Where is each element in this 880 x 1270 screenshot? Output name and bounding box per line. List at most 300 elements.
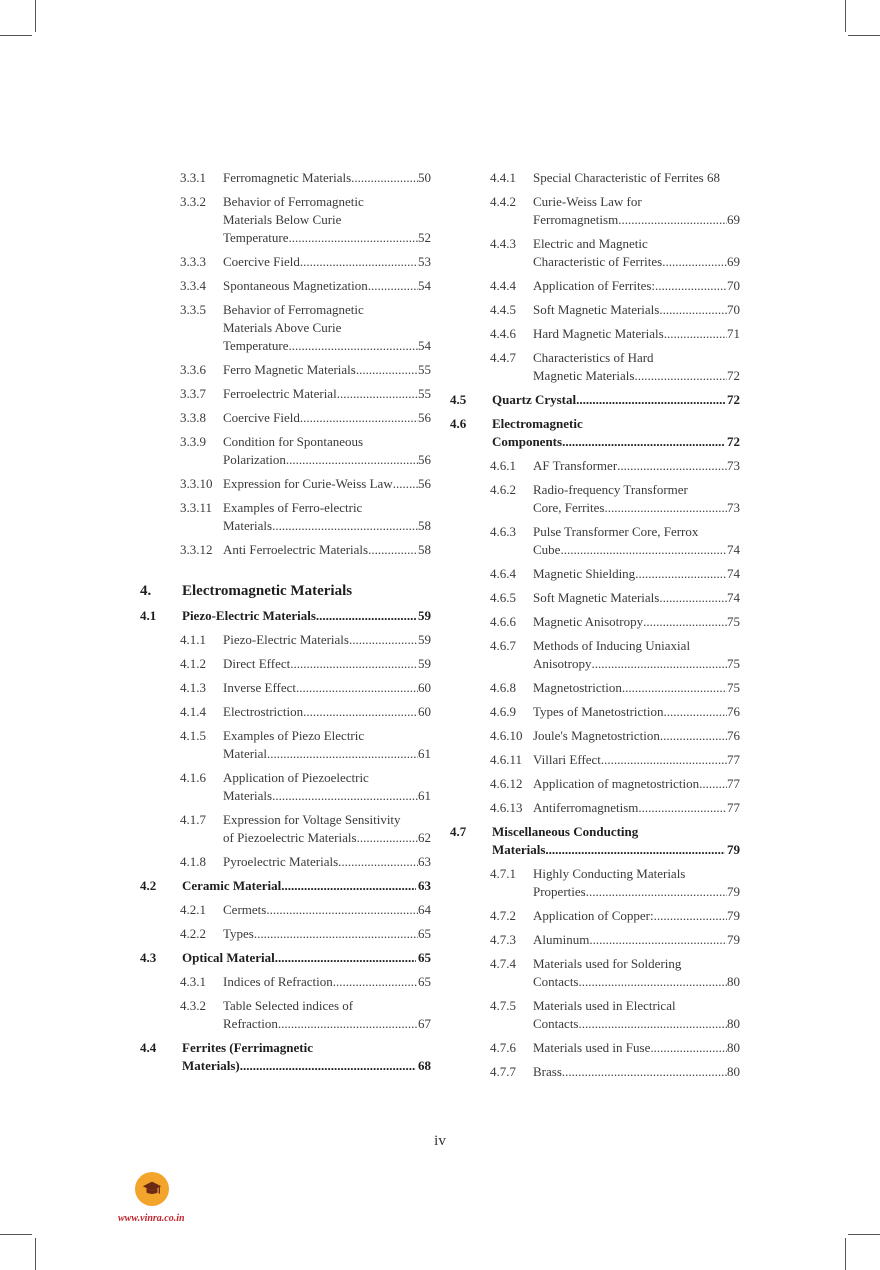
- toc-number: 4.6.11: [490, 752, 523, 767]
- toc-subentry: [140, 361, 431, 379]
- dot-leader: [289, 229, 419, 247]
- dot-leader: [560, 541, 727, 559]
- toc-number: 3.3.10: [180, 476, 213, 491]
- logo: [135, 1172, 169, 1206]
- dot-leader: [586, 883, 727, 901]
- toc-title: Materials used in Electrical: [533, 998, 676, 1013]
- toc-subentry: [140, 973, 431, 991]
- toc-page: 76: [727, 704, 740, 719]
- toc-title: Examples of Ferro-electric: [223, 500, 363, 515]
- dot-leader: [576, 391, 725, 409]
- toc-number: 4.: [140, 583, 152, 599]
- toc-title: Refraction: [223, 1016, 278, 1031]
- toc-title: Contacts: [533, 1016, 579, 1031]
- toc-title: Soft Magnetic Materials: [533, 302, 660, 317]
- toc-subentry: [450, 775, 740, 793]
- toc-page: 63: [418, 854, 431, 869]
- toc-title: Special Characteristic of Ferrites 68: [533, 170, 720, 185]
- toc-title: Contacts: [533, 974, 579, 989]
- dot-leader: [659, 589, 727, 607]
- toc-title: Pyroelectric Materials: [223, 854, 339, 869]
- toc-section: [140, 877, 431, 895]
- toc-title: Piezo-Electric Materials: [182, 608, 316, 623]
- dot-leader: [300, 253, 418, 271]
- toc-title: Cube: [533, 542, 561, 557]
- dot-leader: [266, 901, 418, 919]
- toc-section: [140, 1039, 431, 1075]
- toc-number: 4.1.4: [180, 704, 206, 719]
- toc-title: Electromagnetic Materials: [182, 583, 353, 599]
- toc-title: Anisotropy: [533, 656, 592, 671]
- toc-subentry: [140, 853, 431, 871]
- toc-number: 4.4.1: [490, 170, 516, 185]
- toc-subentry: [140, 997, 431, 1033]
- toc-page: 79: [727, 908, 740, 923]
- toc-number: 4.7: [450, 824, 467, 839]
- dot-leader: [338, 853, 418, 871]
- crop-mark: [845, 1238, 846, 1270]
- dot-leader: [337, 385, 418, 403]
- toc-title: Behavior of Ferromagnetic: [223, 302, 364, 317]
- toc-number: 4.7.5: [490, 998, 516, 1013]
- toc-title: Magnetic Materials: [533, 368, 635, 383]
- toc-subentry: [140, 409, 431, 427]
- toc-title: Aluminum: [533, 932, 590, 947]
- toc-title: Magnetostriction: [533, 680, 622, 695]
- toc-number: 4.2.2: [180, 926, 206, 941]
- dot-leader: [316, 607, 416, 625]
- toc-subentry: [450, 349, 740, 385]
- toc-title: Application of magnetostriction: [533, 776, 700, 791]
- toc-title: Coercive Field: [223, 254, 300, 269]
- toc-number: 4.6.10: [490, 728, 523, 743]
- toc-title: Magnetic Anisotropy: [533, 614, 644, 629]
- toc-page: 72: [727, 392, 740, 407]
- dot-leader: [278, 1015, 418, 1033]
- dot-leader: [286, 451, 418, 469]
- toc-page: 55: [418, 362, 431, 377]
- toc-page: 80: [727, 1040, 740, 1055]
- toc-title: Core, Ferrites: [533, 500, 605, 515]
- toc-page: 79: [727, 932, 740, 947]
- toc-title: Inverse Effect: [223, 680, 297, 695]
- toc-number: 3.3.11: [180, 500, 213, 515]
- toc-page: 56: [418, 410, 431, 425]
- toc-subentry: [450, 457, 740, 475]
- toc-subentry: [140, 541, 431, 559]
- toc-page: 61: [418, 788, 431, 803]
- toc-subentry: [450, 703, 740, 721]
- toc-title: Types: [223, 926, 254, 941]
- graduation-cap-icon: [141, 1178, 163, 1200]
- toc-title: Curie-Weiss Law for: [533, 194, 642, 209]
- toc-title: Ferromagnetism: [533, 212, 619, 227]
- toc-number: 3.3.12: [180, 542, 213, 557]
- toc-subentry: [140, 433, 431, 469]
- toc-subentry: [140, 811, 431, 847]
- dot-leader: [368, 541, 418, 559]
- toc-section: [450, 391, 740, 409]
- toc-subentry: [450, 931, 740, 949]
- toc-page: 74: [727, 542, 740, 557]
- toc-page: 52: [418, 230, 431, 245]
- dot-leader: [589, 931, 727, 949]
- toc-title: Materials Below Curie: [223, 212, 342, 227]
- toc-title: Methods of Inducing Uniaxial: [533, 638, 691, 653]
- toc-page: 55: [418, 386, 431, 401]
- toc-number: 4.4.5: [490, 302, 516, 317]
- toc-number: 4.6.12: [490, 776, 523, 791]
- dot-leader: [296, 679, 418, 697]
- toc-number: 4.2: [140, 878, 157, 893]
- toc-number: 4.7.6: [490, 1040, 516, 1055]
- crop-mark: [0, 35, 32, 36]
- toc-number: 4.4: [140, 1040, 157, 1055]
- toc-page: 73: [727, 458, 740, 473]
- dot-leader: [281, 877, 416, 895]
- dot-leader: [659, 301, 727, 319]
- toc-title: Material: [223, 746, 268, 761]
- toc-subentry: [140, 901, 431, 919]
- toc-subentry: [450, 727, 740, 745]
- toc-number: 4.1.2: [180, 656, 206, 671]
- toc-subentry: [140, 301, 431, 355]
- toc-subentry: [450, 997, 740, 1033]
- toc-page: 74: [727, 590, 740, 605]
- toc-title: Hard Magnetic Materials: [533, 326, 664, 341]
- toc-subentry: [450, 235, 740, 271]
- toc-number: 3.3.5: [180, 302, 206, 317]
- toc-page: 68: [418, 1058, 431, 1073]
- toc-number: 4.6.4: [490, 566, 516, 581]
- toc-number: 3.3.1: [180, 170, 206, 185]
- toc-number: 4.6.7: [490, 638, 516, 653]
- toc-title: Components: [492, 434, 563, 449]
- toc-page: 77: [727, 752, 740, 767]
- toc-page: 65: [418, 974, 431, 989]
- toc-subentry: [450, 277, 740, 295]
- toc-title: Radio-frequency Transformer: [533, 482, 688, 497]
- toc-subentry: [450, 637, 740, 673]
- toc-page: 71: [727, 326, 740, 341]
- toc-subentry: [450, 799, 740, 817]
- toc-title: Joule's Magnetostriction: [533, 728, 660, 743]
- toc-number: 3.3.4: [180, 278, 206, 293]
- toc-title: Materials: [223, 788, 273, 803]
- toc-title: of Piezoelectric Materials: [223, 830, 357, 845]
- toc-number: 4.7.4: [490, 956, 516, 971]
- toc-page: 56: [418, 452, 431, 467]
- toc-page: 64: [418, 902, 431, 917]
- toc-title: Miscellaneous Conducting: [492, 824, 639, 839]
- dot-leader: [664, 703, 727, 721]
- toc-title: Quartz Crystal: [492, 392, 577, 407]
- toc-number: 4.6.9: [490, 704, 516, 719]
- toc-title: Ferroelectric Material: [223, 386, 337, 401]
- toc-title: Magnetic Shielding: [533, 566, 636, 581]
- toc-page: 75: [727, 680, 740, 695]
- toc-title: Expression for Voltage Sensitivity: [223, 812, 401, 827]
- toc-number: 4.4.6: [490, 326, 516, 341]
- toc-subentry: [140, 169, 431, 187]
- toc-section: [450, 415, 740, 451]
- toc-number: 4.6.3: [490, 524, 516, 539]
- toc-title: Piezo-Electric Materials: [223, 632, 349, 647]
- toc-subentry: [450, 523, 740, 559]
- dot-leader: [562, 1063, 727, 1081]
- toc-subentry: [450, 679, 740, 697]
- toc-title: Coercive Field: [223, 410, 300, 425]
- toc-subentry: [450, 565, 740, 583]
- dot-leader: [368, 277, 418, 295]
- toc-number: 4.1.7: [180, 812, 206, 827]
- toc-page: 50: [418, 170, 431, 185]
- dot-leader: [638, 799, 727, 817]
- toc-page: 53: [418, 254, 431, 269]
- toc-page: 54: [418, 338, 431, 353]
- toc-subentry: [140, 727, 431, 763]
- toc-number: 3.3.9: [180, 434, 206, 449]
- toc-title: Behavior of Ferromagnetic: [223, 194, 364, 209]
- toc-title: Ferro Magnetic Materials: [223, 362, 356, 377]
- dot-leader: [579, 1015, 728, 1033]
- toc-title: Anti Ferroelectric Materials: [223, 542, 369, 557]
- toc-number: 4.7.1: [490, 866, 516, 881]
- toc-title: Condition for Spontaneous: [223, 434, 364, 449]
- dot-leader: [356, 361, 418, 379]
- dot-leader: [618, 211, 727, 229]
- toc-subentry: [450, 589, 740, 607]
- toc-page: 63: [418, 878, 431, 893]
- toc-title: Temperature: [223, 338, 289, 353]
- toc-page: 80: [727, 1016, 740, 1031]
- toc-title: Properties: [533, 884, 586, 899]
- toc-page: 80: [727, 1064, 740, 1079]
- toc-subentry: [450, 169, 740, 187]
- toc-subentry: [140, 703, 431, 721]
- toc-page: 61: [418, 746, 431, 761]
- toc-number: 4.6.1: [490, 458, 516, 473]
- crop-mark: [848, 35, 880, 36]
- toc-chapter: [140, 581, 431, 601]
- dot-leader: [643, 613, 727, 631]
- toc-number: 3.3.8: [180, 410, 206, 425]
- toc-title: Materials: [492, 842, 546, 857]
- toc-number: 4.1.5: [180, 728, 206, 743]
- toc-number: 4.6.6: [490, 614, 516, 629]
- toc-title: Ferromagnetic Materials: [223, 170, 352, 185]
- toc-title: Application of Copper:: [533, 908, 654, 923]
- toc-page: 69: [727, 254, 740, 269]
- toc-number: 4.1.3: [180, 680, 206, 695]
- toc-title: Types of Manetostriction: [533, 704, 664, 719]
- toc-title: Highly Conducting Materials: [533, 866, 686, 881]
- dot-leader: [303, 703, 418, 721]
- dot-leader: [254, 925, 418, 943]
- dot-leader: [699, 775, 727, 793]
- toc-title: Table Selected indices of: [223, 998, 354, 1013]
- dot-leader: [272, 517, 418, 535]
- dot-leader: [592, 655, 728, 673]
- dot-leader: [545, 841, 725, 859]
- toc-number: 4.4.4: [490, 278, 516, 293]
- toc-number: 4.3.2: [180, 998, 206, 1013]
- toc-page: 80: [727, 974, 740, 989]
- toc-section: [450, 823, 740, 859]
- toc-subentry: [450, 613, 740, 631]
- toc-subentry: [450, 1039, 740, 1057]
- dot-leader: [289, 337, 419, 355]
- toc-page: 72: [727, 368, 740, 383]
- toc-number: 4.6: [450, 416, 467, 431]
- crop-mark: [845, 0, 846, 32]
- toc-section: [140, 607, 431, 625]
- toc-subentry: [450, 865, 740, 901]
- crop-mark: [848, 1234, 880, 1235]
- toc-page: 76: [727, 728, 740, 743]
- toc-column-left: [140, 169, 431, 1081]
- toc-page: 70: [727, 302, 740, 317]
- toc-subentry: [140, 769, 431, 805]
- toc-number: 4.1.6: [180, 770, 206, 785]
- page-number: iv: [434, 1133, 446, 1149]
- toc-number: 4.4.7: [490, 350, 516, 365]
- toc-number: 4.5: [450, 392, 467, 407]
- toc-page: 65: [418, 926, 431, 941]
- dot-leader: [300, 409, 418, 427]
- toc-page: 54: [418, 278, 431, 293]
- toc-title: Optical Material: [182, 950, 275, 965]
- toc-page: 65: [418, 950, 431, 965]
- toc-subentry: [140, 193, 431, 247]
- toc-subentry: [450, 955, 740, 991]
- dot-leader: [290, 655, 418, 673]
- toc-title: Characteristics of Hard: [533, 350, 654, 365]
- toc-number: 4.6.2: [490, 482, 516, 497]
- toc-title: Villari Effect: [533, 752, 601, 767]
- toc-page: 75: [727, 614, 740, 629]
- dot-leader: [655, 277, 727, 295]
- toc-page: 58: [418, 542, 431, 557]
- toc-title: Polarization: [223, 452, 286, 467]
- toc-title: AF Transformer: [533, 458, 618, 473]
- toc-title: Electrostriction: [223, 704, 304, 719]
- dot-leader: [650, 1039, 727, 1057]
- toc-subentry: [140, 277, 431, 295]
- website-url: www.vinra.co.in: [118, 1213, 185, 1224]
- crop-mark: [35, 0, 36, 32]
- dot-leader: [634, 367, 727, 385]
- toc-page: 74: [727, 566, 740, 581]
- toc-page: 69: [727, 212, 740, 227]
- dot-leader: [622, 679, 727, 697]
- toc-page: 59: [418, 632, 431, 647]
- toc-number: 3.3.3: [180, 254, 206, 269]
- toc-page: 56: [418, 476, 431, 491]
- toc-title: Application of Ferrites:: [533, 278, 656, 293]
- toc-subentry: [140, 679, 431, 697]
- crop-mark: [35, 1238, 36, 1270]
- toc-title: Cermets: [223, 902, 267, 917]
- toc-title: Brass: [533, 1064, 562, 1079]
- dot-leader: [333, 973, 418, 991]
- toc-number: 3.3.7: [180, 386, 206, 401]
- toc-subentry: [140, 655, 431, 673]
- dot-leader: [662, 253, 727, 271]
- toc-number: 4.6.8: [490, 680, 516, 695]
- toc-subentry: [450, 301, 740, 319]
- toc-section: [140, 949, 431, 967]
- dot-leader: [579, 973, 728, 991]
- toc-title: Spontaneous Magnetization: [223, 278, 368, 293]
- toc-title: Electromagnetic: [492, 416, 583, 431]
- dot-leader: [654, 907, 727, 925]
- toc-page: 73: [727, 500, 740, 515]
- toc-subentry: [140, 631, 431, 649]
- toc-title: Indices of Refraction: [223, 974, 333, 989]
- toc-subentry: [140, 475, 431, 493]
- toc-page: 77: [727, 800, 740, 815]
- toc-page: 67: [418, 1016, 431, 1031]
- toc-page: 60: [418, 704, 431, 719]
- dot-leader: [562, 433, 725, 451]
- toc-column-right: [450, 169, 740, 1087]
- toc-page: 77: [727, 776, 740, 791]
- toc-subentry: [450, 193, 740, 229]
- toc-title: Antiferromagnetism: [533, 800, 639, 815]
- toc-number: 4.1.8: [180, 854, 206, 869]
- toc-number: 4.7.2: [490, 908, 516, 923]
- dot-leader: [275, 949, 416, 967]
- toc-title: Materials): [182, 1058, 240, 1073]
- dot-leader: [635, 565, 727, 583]
- toc-subentry: [450, 907, 740, 925]
- toc-title: Ceramic Material: [182, 878, 282, 893]
- toc-number: 4.4.2: [490, 194, 516, 209]
- toc-page: 59: [418, 656, 431, 671]
- toc-number: 4.2.1: [180, 902, 206, 917]
- toc-title: Materials: [223, 518, 273, 533]
- toc-title: Soft Magnetic Materials: [533, 590, 660, 605]
- dot-leader: [240, 1057, 416, 1075]
- toc-title: Characteristic of Ferrites: [533, 254, 663, 269]
- toc-subentry: [450, 751, 740, 769]
- toc-page: 75: [727, 656, 740, 671]
- toc-title: Materials Above Curie: [223, 320, 342, 335]
- toc-number: 4.6.13: [490, 800, 523, 815]
- toc-number: 4.7.3: [490, 932, 516, 947]
- toc-title: Electric and Magnetic: [533, 236, 648, 251]
- crop-mark: [0, 1234, 32, 1235]
- toc-page: 70: [727, 278, 740, 293]
- toc-subentry: [140, 499, 431, 535]
- toc-subentry: [450, 1063, 740, 1081]
- toc-title: Materials used in Fuse: [533, 1040, 651, 1055]
- dot-leader: [664, 325, 727, 343]
- toc-subentry: [450, 481, 740, 517]
- toc-page: 62: [418, 830, 431, 845]
- toc-title: Expression for Curie-Weiss Law: [223, 476, 393, 491]
- dot-leader: [604, 499, 727, 517]
- dot-leader: [357, 829, 418, 847]
- toc-title: Ferrites (Ferrimagnetic: [182, 1040, 314, 1055]
- dot-leader: [617, 457, 727, 475]
- toc-subentry: [140, 925, 431, 943]
- toc-title: Materials used for Soldering: [533, 956, 682, 971]
- dot-leader: [660, 727, 727, 745]
- toc-page: 79: [727, 884, 740, 899]
- toc-page: 79: [727, 842, 740, 857]
